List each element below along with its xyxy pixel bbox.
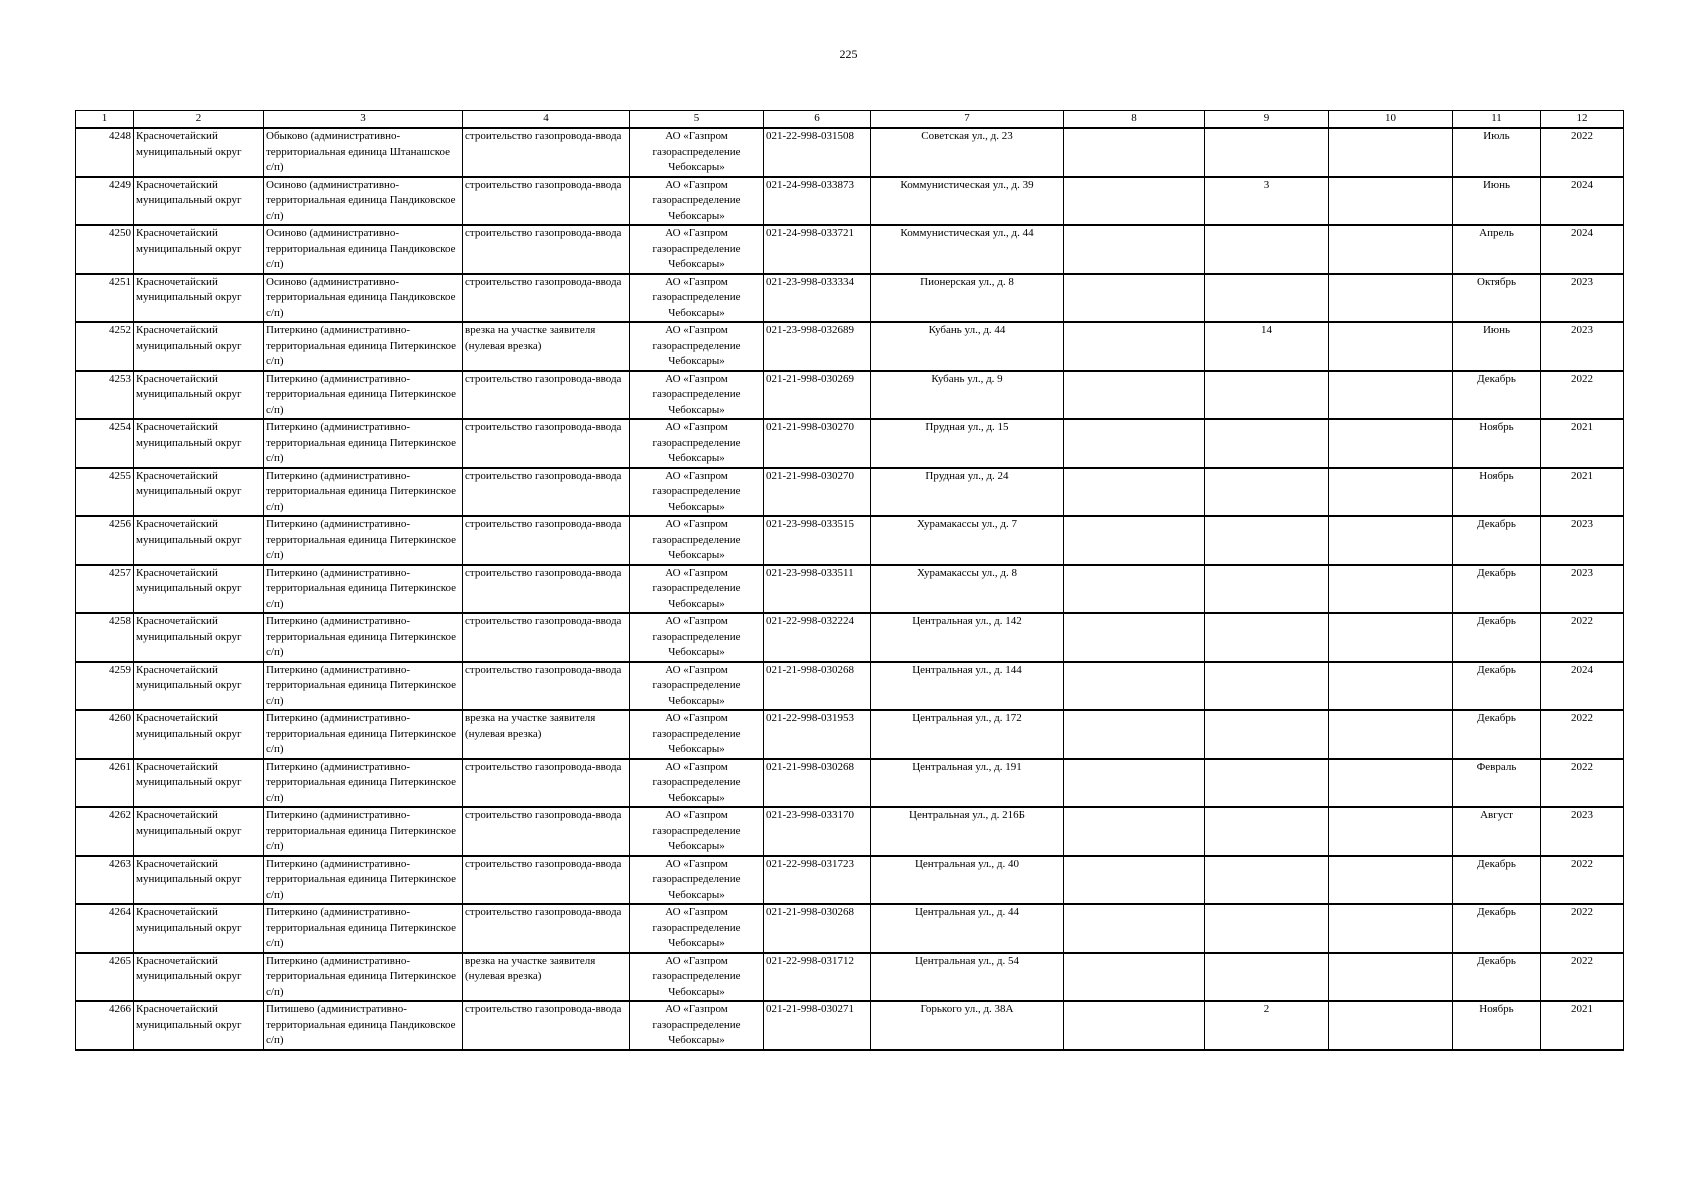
settlement-cell: Питеркино (административно-территориальная единица Питеркинское с/п): [264, 322, 463, 371]
column-10-cell: [1329, 371, 1453, 420]
column-10-cell: [1329, 322, 1453, 371]
column-header-3: 3: [264, 111, 463, 129]
month-cell: Декабрь: [1453, 565, 1541, 614]
table-row: [76, 856, 1624, 905]
row-number: 4266: [76, 1001, 134, 1050]
organization-cell: АО «Газпром газораспределение Чебоксары»: [630, 128, 764, 177]
column-header-5: 5: [630, 111, 764, 129]
month-cell: Декабрь: [1453, 371, 1541, 420]
column-10-cell: [1329, 274, 1453, 323]
address-cell: Кубань ул., д. 44: [871, 322, 1064, 371]
column-9-cell: [1205, 613, 1329, 662]
application-code-cell: 021-22-998-031723: [764, 856, 871, 905]
month-cell: Ноябрь: [1453, 468, 1541, 517]
table-body: [76, 128, 1624, 1050]
column-header-12: 12: [1541, 111, 1624, 129]
address-cell: Центральная ул., д. 144: [871, 662, 1064, 711]
column-9-cell: [1205, 953, 1329, 1002]
year-cell: 2024: [1541, 662, 1624, 711]
row-number: 4254: [76, 419, 134, 468]
table-row: [76, 419, 1624, 468]
district-cell: Красночетайский муниципальный округ: [134, 419, 264, 468]
district-cell: Красночетайский муниципальный округ: [134, 613, 264, 662]
settlement-cell: Питеркино (административно-территориальная единица Питеркинское с/п): [264, 759, 463, 808]
month-cell: Декабрь: [1453, 953, 1541, 1002]
column-8-cell: [1064, 1001, 1205, 1050]
table-row: [76, 225, 1624, 274]
year-cell: 2021: [1541, 419, 1624, 468]
settlement-cell: Осиново (административно-территориальная единица Пандиковское с/п): [264, 274, 463, 323]
settlement-cell: Питеркино (административно-территориальная единица Питеркинское с/п): [264, 565, 463, 614]
row-number: 4257: [76, 565, 134, 614]
year-cell: 2023: [1541, 322, 1624, 371]
column-9-cell: [1205, 807, 1329, 856]
month-cell: Декабрь: [1453, 710, 1541, 759]
organization-cell: АО «Газпром газораспределение Чебоксары»: [630, 710, 764, 759]
column-number-row: [76, 111, 1624, 129]
organization-cell: АО «Газпром газораспределение Чебоксары»: [630, 807, 764, 856]
column-10-cell: [1329, 759, 1453, 808]
month-cell: Октябрь: [1453, 274, 1541, 323]
organization-cell: АО «Газпром газораспределение Чебоксары»: [630, 953, 764, 1002]
column-9-cell: 3: [1205, 177, 1329, 226]
work-type-cell: строительство газопровода-ввода: [463, 662, 630, 711]
column-8-cell: [1064, 953, 1205, 1002]
year-cell: 2022: [1541, 904, 1624, 953]
column-8-cell: [1064, 613, 1205, 662]
year-cell: 2022: [1541, 759, 1624, 808]
work-type-cell: врезка на участке заявителя (нулевая врезка): [463, 322, 630, 371]
district-cell: Красночетайский муниципальный округ: [134, 322, 264, 371]
column-10-cell: [1329, 953, 1453, 1002]
application-code-cell: 021-24-998-033873: [764, 177, 871, 226]
month-cell: Декабрь: [1453, 662, 1541, 711]
settlement-cell: Питеркино (административно-территориальная единица Питеркинское с/п): [264, 904, 463, 953]
address-cell: Центральная ул., д. 172: [871, 710, 1064, 759]
row-number: 4260: [76, 710, 134, 759]
table-row: [76, 371, 1624, 420]
row-number: 4262: [76, 807, 134, 856]
year-cell: 2022: [1541, 128, 1624, 177]
column-header-4: 4: [463, 111, 630, 129]
application-code-cell: 021-22-998-031953: [764, 710, 871, 759]
organization-cell: АО «Газпром газораспределение Чебоксары»: [630, 904, 764, 953]
column-10-cell: [1329, 516, 1453, 565]
year-cell: 2022: [1541, 371, 1624, 420]
table-row: [76, 904, 1624, 953]
application-code-cell: 021-23-998-032689: [764, 322, 871, 371]
address-cell: Советская ул., д. 23: [871, 128, 1064, 177]
column-10-cell: [1329, 419, 1453, 468]
column-8-cell: [1064, 468, 1205, 517]
district-cell: Красночетайский муниципальный округ: [134, 468, 264, 517]
organization-cell: АО «Газпром газораспределение Чебоксары»: [630, 662, 764, 711]
address-cell: Прудная ул., д. 15: [871, 419, 1064, 468]
organization-cell: АО «Газпром газораспределение Чебоксары»: [630, 468, 764, 517]
column-8-cell: [1064, 807, 1205, 856]
table-row: [76, 177, 1624, 226]
row-number: 4248: [76, 128, 134, 177]
organization-cell: АО «Газпром газораспределение Чебоксары»: [630, 1001, 764, 1050]
table-row: [76, 274, 1624, 323]
column-10-cell: [1329, 128, 1453, 177]
month-cell: Декабрь: [1453, 613, 1541, 662]
table-header: [76, 111, 1624, 129]
work-type-cell: строительство газопровода-ввода: [463, 225, 630, 274]
application-code-cell: 021-21-998-030268: [764, 759, 871, 808]
district-cell: Красночетайский муниципальный округ: [134, 371, 264, 420]
application-code-cell: 021-23-998-033515: [764, 516, 871, 565]
organization-cell: АО «Газпром газораспределение Чебоксары»: [630, 322, 764, 371]
application-code-cell: 021-21-998-030268: [764, 662, 871, 711]
column-9-cell: 14: [1205, 322, 1329, 371]
settlement-cell: Питеркино (административно-территориальная единица Питеркинское с/п): [264, 516, 463, 565]
column-8-cell: [1064, 274, 1205, 323]
district-cell: Красночетайский муниципальный округ: [134, 759, 264, 808]
month-cell: Июнь: [1453, 322, 1541, 371]
table-row: [76, 953, 1624, 1002]
settlement-cell: Питеркино (административно-территориальная единица Питеркинское с/п): [264, 613, 463, 662]
work-type-cell: строительство газопровода-ввода: [463, 516, 630, 565]
year-cell: 2022: [1541, 613, 1624, 662]
row-number: 4253: [76, 371, 134, 420]
work-type-cell: врезка на участке заявителя (нулевая врезка): [463, 953, 630, 1002]
district-cell: Красночетайский муниципальный округ: [134, 856, 264, 905]
application-code-cell: 021-21-998-030270: [764, 468, 871, 517]
gasification-register-table: [75, 110, 1624, 1051]
year-cell: 2021: [1541, 468, 1624, 517]
month-cell: Апрель: [1453, 225, 1541, 274]
application-code-cell: 021-21-998-030271: [764, 1001, 871, 1050]
column-9-cell: [1205, 128, 1329, 177]
column-8-cell: [1064, 419, 1205, 468]
column-header-2: 2: [134, 111, 264, 129]
address-cell: Хурамакассы ул., д. 7: [871, 516, 1064, 565]
address-cell: Горького ул., д. 38А: [871, 1001, 1064, 1050]
application-code-cell: 021-22-998-031712: [764, 953, 871, 1002]
column-8-cell: [1064, 516, 1205, 565]
year-cell: 2021: [1541, 1001, 1624, 1050]
column-9-cell: [1205, 468, 1329, 517]
district-cell: Красночетайский муниципальный округ: [134, 1001, 264, 1050]
month-cell: Декабрь: [1453, 856, 1541, 905]
organization-cell: АО «Газпром газораспределение Чебоксары»: [630, 225, 764, 274]
year-cell: 2023: [1541, 807, 1624, 856]
column-header-11: 11: [1453, 111, 1541, 129]
application-code-cell: 021-24-998-033721: [764, 225, 871, 274]
year-cell: 2024: [1541, 177, 1624, 226]
application-code-cell: 021-23-998-033511: [764, 565, 871, 614]
address-cell: Центральная ул., д. 44: [871, 904, 1064, 953]
year-cell: 2022: [1541, 953, 1624, 1002]
district-cell: Красночетайский муниципальный округ: [134, 953, 264, 1002]
column-10-cell: [1329, 613, 1453, 662]
application-code-cell: 021-22-998-032224: [764, 613, 871, 662]
table-row: [76, 759, 1624, 808]
district-cell: Красночетайский муниципальный округ: [134, 128, 264, 177]
row-number: 4250: [76, 225, 134, 274]
organization-cell: АО «Газпром газораспределение Чебоксары»: [630, 516, 764, 565]
organization-cell: АО «Газпром газораспределение Чебоксары»: [630, 856, 764, 905]
table-row: [76, 565, 1624, 614]
address-cell: Коммунистическая ул., д. 39: [871, 177, 1064, 226]
organization-cell: АО «Газпром газораспределение Чебоксары»: [630, 419, 764, 468]
row-number: 4249: [76, 177, 134, 226]
column-8-cell: [1064, 759, 1205, 808]
settlement-cell: Питеркино (административно-территориальная единица Питеркинское с/п): [264, 371, 463, 420]
column-10-cell: [1329, 904, 1453, 953]
month-cell: Август: [1453, 807, 1541, 856]
district-cell: Красночетайский муниципальный округ: [134, 904, 264, 953]
table-row: [76, 613, 1624, 662]
organization-cell: АО «Газпром газораспределение Чебоксары»: [630, 565, 764, 614]
settlement-cell: Осиново (административно-территориальная единица Пандиковское с/п): [264, 225, 463, 274]
row-number: 4251: [76, 274, 134, 323]
address-cell: Центральная ул., д. 142: [871, 613, 1064, 662]
column-8-cell: [1064, 128, 1205, 177]
column-9-cell: 2: [1205, 1001, 1329, 1050]
work-type-cell: строительство газопровода-ввода: [463, 274, 630, 323]
year-cell: 2023: [1541, 565, 1624, 614]
row-number: 4258: [76, 613, 134, 662]
column-10-cell: [1329, 177, 1453, 226]
column-10-cell: [1329, 468, 1453, 517]
month-cell: Декабрь: [1453, 904, 1541, 953]
year-cell: 2022: [1541, 856, 1624, 905]
settlement-cell: Питеркино (административно-территориальная единица Питеркинское с/п): [264, 468, 463, 517]
month-cell: Декабрь: [1453, 516, 1541, 565]
table-row: [76, 516, 1624, 565]
work-type-cell: строительство газопровода-ввода: [463, 856, 630, 905]
settlement-cell: Питеркино (административно-территориальная единица Питеркинское с/п): [264, 807, 463, 856]
column-10-cell: [1329, 565, 1453, 614]
table-row: [76, 322, 1624, 371]
column-9-cell: [1205, 419, 1329, 468]
column-9-cell: [1205, 662, 1329, 711]
work-type-cell: строительство газопровода-ввода: [463, 419, 630, 468]
organization-cell: АО «Газпром газораспределение Чебоксары»: [630, 613, 764, 662]
column-8-cell: [1064, 710, 1205, 759]
district-cell: Красночетайский муниципальный округ: [134, 710, 264, 759]
year-cell: 2022: [1541, 710, 1624, 759]
column-10-cell: [1329, 225, 1453, 274]
application-code-cell: 021-22-998-031508: [764, 128, 871, 177]
column-9-cell: [1205, 274, 1329, 323]
work-type-cell: строительство газопровода-ввода: [463, 613, 630, 662]
work-type-cell: строительство газопровода-ввода: [463, 759, 630, 808]
column-10-cell: [1329, 1001, 1453, 1050]
settlement-cell: Питишево (административно-территориальная единица Пандиковское с/п): [264, 1001, 463, 1050]
application-code-cell: 021-21-998-030270: [764, 419, 871, 468]
address-cell: Кубань ул., д. 9: [871, 371, 1064, 420]
district-cell: Красночетайский муниципальный округ: [134, 565, 264, 614]
column-9-cell: [1205, 371, 1329, 420]
organization-cell: АО «Газпром газораспределение Чебоксары»: [630, 177, 764, 226]
district-cell: Красночетайский муниципальный округ: [134, 662, 264, 711]
month-cell: Июнь: [1453, 177, 1541, 226]
address-cell: Центральная ул., д. 191: [871, 759, 1064, 808]
settlement-cell: Осиново (административно-территориальная единица Пандиковское с/п): [264, 177, 463, 226]
settlement-cell: Обыково (административно-территориальная единица Штанашское с/п): [264, 128, 463, 177]
table-row: [76, 468, 1624, 517]
district-cell: Красночетайский муниципальный округ: [134, 274, 264, 323]
address-cell: Хурамакассы ул., д. 8: [871, 565, 1064, 614]
district-cell: Красночетайский муниципальный округ: [134, 807, 264, 856]
month-cell: Июль: [1453, 128, 1541, 177]
column-9-cell: [1205, 904, 1329, 953]
year-cell: 2024: [1541, 225, 1624, 274]
column-8-cell: [1064, 177, 1205, 226]
page-number: 225: [839, 47, 858, 61]
district-cell: Красночетайский муниципальный округ: [134, 516, 264, 565]
work-type-cell: строительство газопровода-ввода: [463, 1001, 630, 1050]
row-number: 4255: [76, 468, 134, 517]
address-cell: Коммунистическая ул., д. 44: [871, 225, 1064, 274]
column-8-cell: [1064, 565, 1205, 614]
table-row: [76, 128, 1624, 177]
district-cell: Красночетайский муниципальный округ: [134, 225, 264, 274]
row-number: 4263: [76, 856, 134, 905]
column-10-cell: [1329, 807, 1453, 856]
row-number: 4261: [76, 759, 134, 808]
address-cell: Пионерская ул., д. 8: [871, 274, 1064, 323]
column-8-cell: [1064, 322, 1205, 371]
column-8-cell: [1064, 225, 1205, 274]
column-header-7: 7: [871, 111, 1064, 129]
address-cell: Прудная ул., д. 24: [871, 468, 1064, 517]
row-number: 4252: [76, 322, 134, 371]
settlement-cell: Питеркино (административно-территориальная единица Питеркинское с/п): [264, 419, 463, 468]
column-9-cell: [1205, 759, 1329, 808]
row-number: 4265: [76, 953, 134, 1002]
column-8-cell: [1064, 904, 1205, 953]
column-8-cell: [1064, 856, 1205, 905]
settlement-cell: Питеркино (административно-территориальная единица Питеркинское с/п): [264, 856, 463, 905]
settlement-cell: Питеркино (административно-территориальная единица Питеркинское с/п): [264, 953, 463, 1002]
work-type-cell: строительство газопровода-ввода: [463, 177, 630, 226]
column-9-cell: [1205, 565, 1329, 614]
organization-cell: АО «Газпром газораспределение Чебоксары»: [630, 274, 764, 323]
work-type-cell: строительство газопровода-ввода: [463, 565, 630, 614]
work-type-cell: строительство газопровода-ввода: [463, 371, 630, 420]
table-row: [76, 662, 1624, 711]
settlement-cell: Питеркино (административно-территориальная единица Питеркинское с/п): [264, 662, 463, 711]
work-type-cell: строительство газопровода-ввода: [463, 128, 630, 177]
month-cell: Февраль: [1453, 759, 1541, 808]
application-code-cell: 021-23-998-033334: [764, 274, 871, 323]
column-9-cell: [1205, 225, 1329, 274]
row-number: 4259: [76, 662, 134, 711]
organization-cell: АО «Газпром газораспределение Чебоксары»: [630, 759, 764, 808]
year-cell: 2023: [1541, 516, 1624, 565]
column-header-8: 8: [1064, 111, 1205, 129]
column-10-cell: [1329, 662, 1453, 711]
application-code-cell: 021-23-998-033170: [764, 807, 871, 856]
address-cell: Центральная ул., д. 40: [871, 856, 1064, 905]
row-number: 4256: [76, 516, 134, 565]
application-code-cell: 021-21-998-030268: [764, 904, 871, 953]
settlement-cell: Питеркино (административно-территориальная единица Питеркинское с/п): [264, 710, 463, 759]
column-8-cell: [1064, 371, 1205, 420]
work-type-cell: строительство газопровода-ввода: [463, 468, 630, 517]
column-header-10: 10: [1329, 111, 1453, 129]
column-10-cell: [1329, 856, 1453, 905]
table-row: [76, 710, 1624, 759]
work-type-cell: строительство газопровода-ввода: [463, 904, 630, 953]
application-code-cell: 021-21-998-030269: [764, 371, 871, 420]
column-8-cell: [1064, 662, 1205, 711]
column-header-9: 9: [1205, 111, 1329, 129]
month-cell: Ноябрь: [1453, 1001, 1541, 1050]
address-cell: Центральная ул., д. 216Б: [871, 807, 1064, 856]
work-type-cell: врезка на участке заявителя (нулевая врезка): [463, 710, 630, 759]
address-cell: Центральная ул., д. 54: [871, 953, 1064, 1002]
table-row: [76, 1001, 1624, 1050]
column-header-1: 1: [76, 111, 134, 129]
organization-cell: АО «Газпром газораспределение Чебоксары»: [630, 371, 764, 420]
column-9-cell: [1205, 856, 1329, 905]
month-cell: Ноябрь: [1453, 419, 1541, 468]
work-type-cell: строительство газопровода-ввода: [463, 807, 630, 856]
row-number: 4264: [76, 904, 134, 953]
column-10-cell: [1329, 710, 1453, 759]
district-cell: Красночетайский муниципальный округ: [134, 177, 264, 226]
column-header-6: 6: [764, 111, 871, 129]
column-9-cell: [1205, 710, 1329, 759]
year-cell: 2023: [1541, 274, 1624, 323]
column-9-cell: [1205, 516, 1329, 565]
table-row: [76, 807, 1624, 856]
